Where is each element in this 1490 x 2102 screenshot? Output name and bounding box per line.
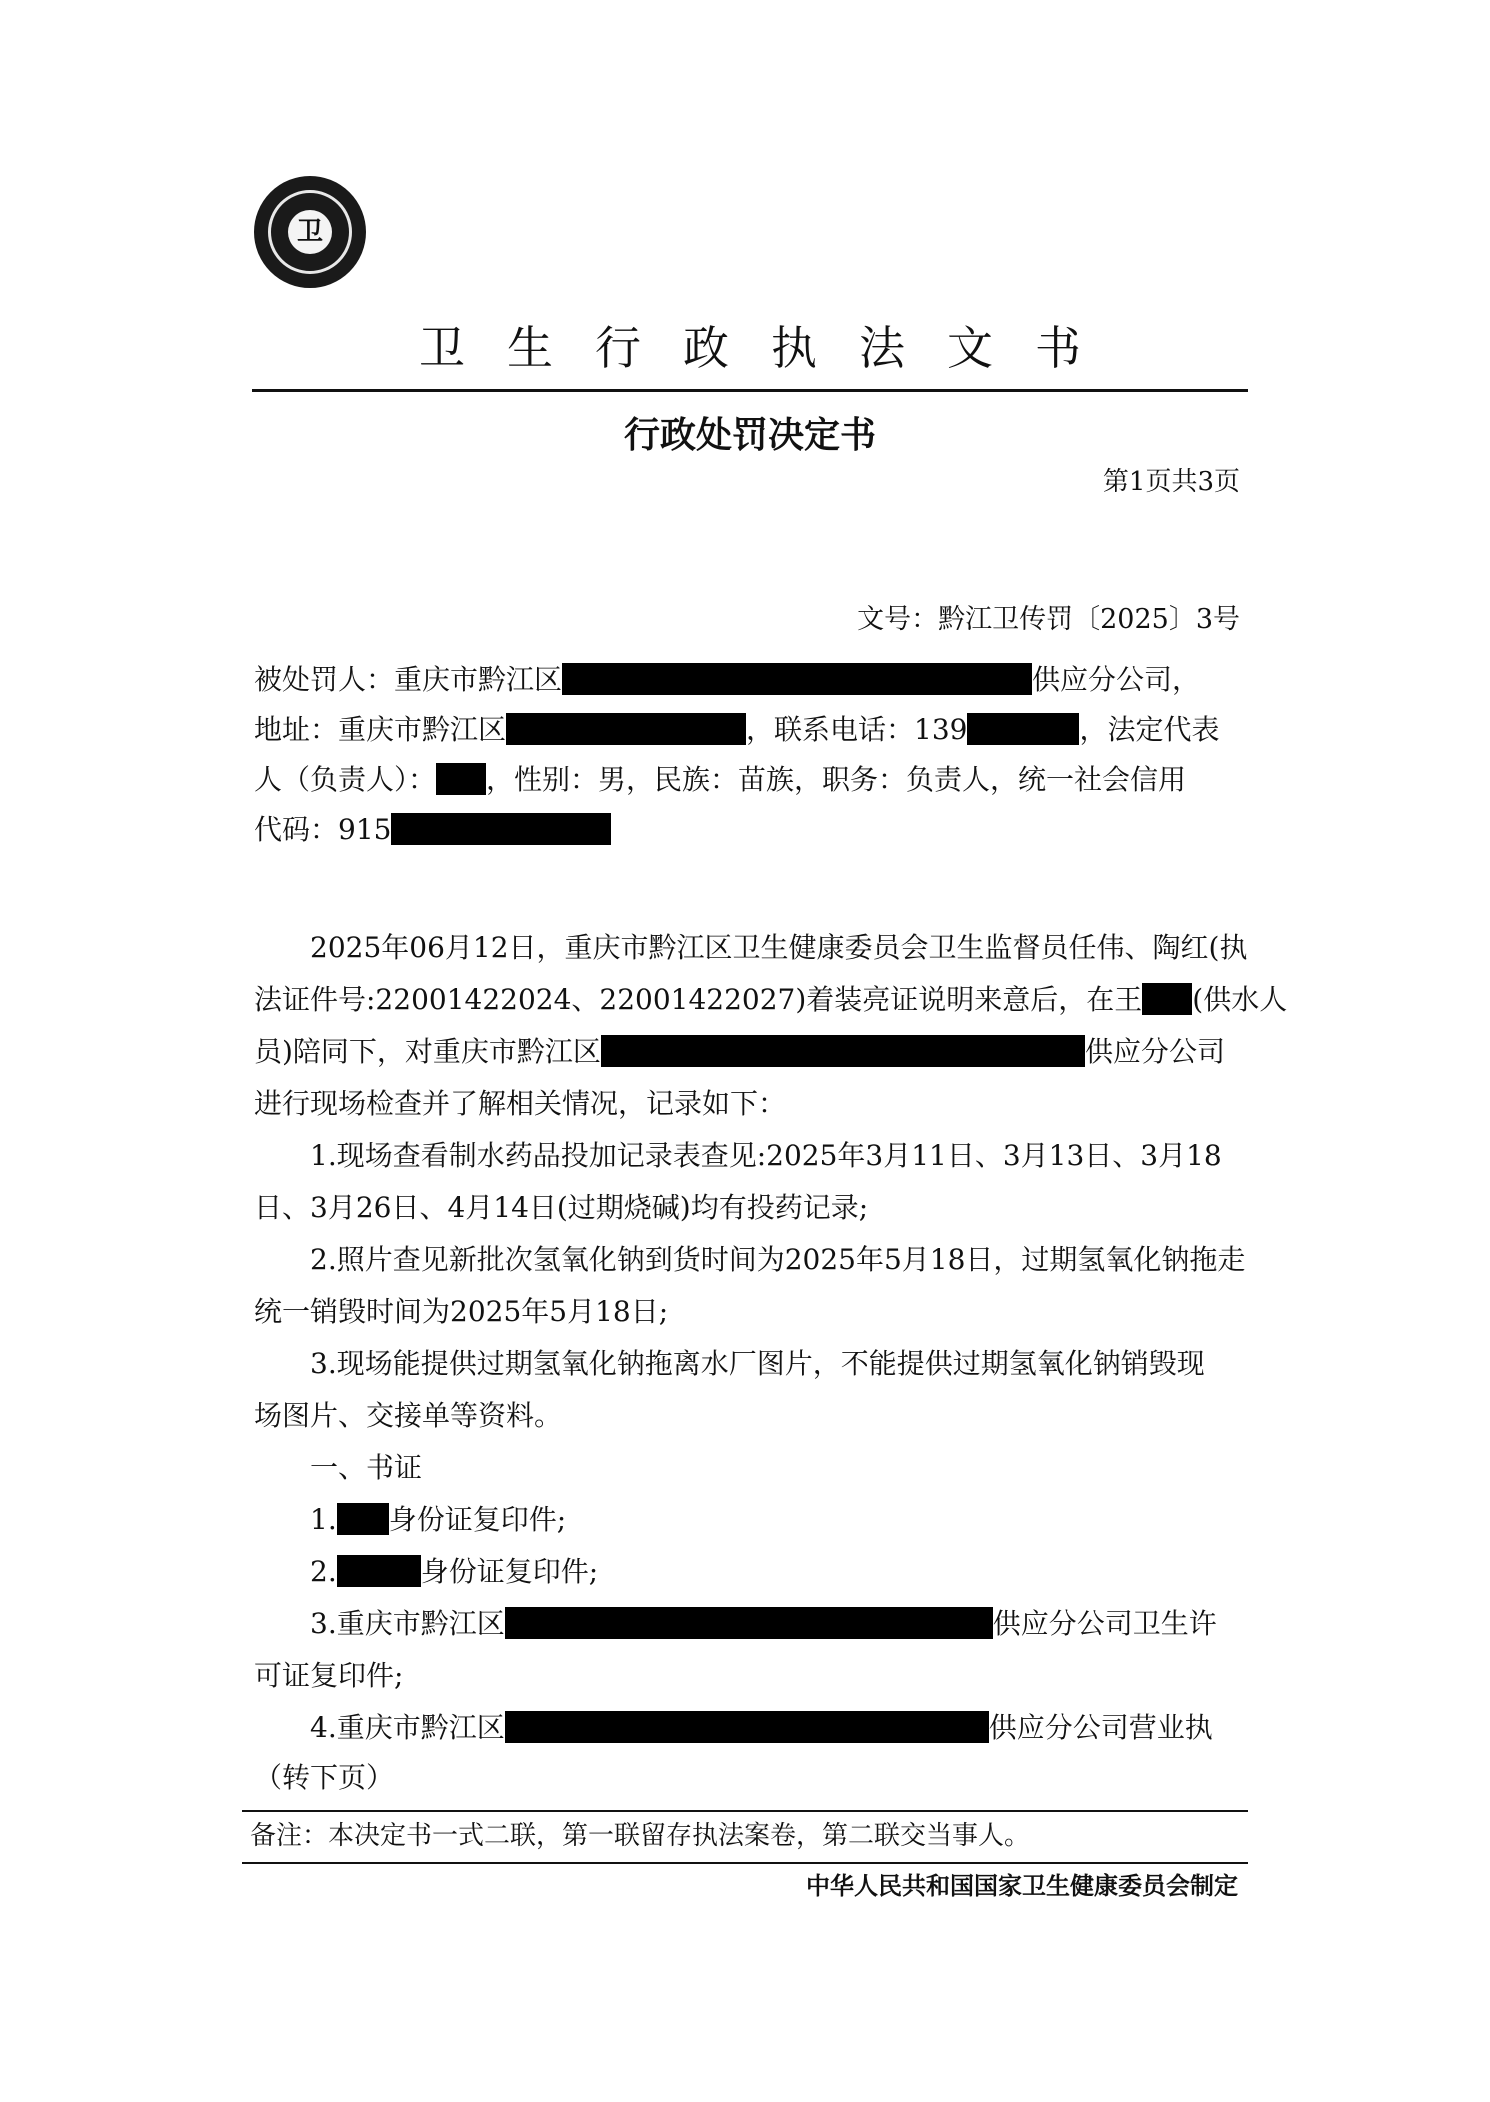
evidence-item-3-cont: 可证复印件; [254, 1659, 404, 1692]
document-category-title: 卫生行政执法文书 [419, 321, 1123, 375]
redaction-bar [967, 713, 1079, 745]
party-line-4 [254, 810, 611, 850]
page-count: 第1页共3页 [1102, 467, 1240, 497]
party-line-2 [254, 710, 1219, 750]
redaction-bar [337, 1503, 389, 1535]
phone-label: ，联系电话：139 [746, 713, 968, 746]
party-line-3 [254, 760, 1186, 800]
paragraph-line [254, 980, 1287, 1020]
credit-code-label: 代码：915 [254, 813, 392, 846]
evidence-item-4 [310, 1708, 1213, 1748]
evidence-text: 4.重庆市黔江区 [310, 1711, 505, 1744]
legal-rep-label: ，法定代表 [1079, 713, 1220, 746]
paragraph-text: 供应分公司 [1084, 1035, 1225, 1068]
evidence-item-2 [310, 1552, 598, 1592]
issuing-authority: 中华人民共和国国家卫生健康委员会制定 [806, 1872, 1238, 1900]
party-name-suffix: 供应分公司， [1032, 663, 1201, 696]
redaction-bar [1142, 983, 1192, 1015]
paragraph-line: 进行现场检查并了解相关情况，记录如下： [254, 1087, 787, 1120]
evidence-text: 3.重庆市黔江区 [310, 1607, 505, 1640]
paragraph-text: (供水人 [1192, 983, 1288, 1016]
official-seal [254, 176, 366, 288]
evidence-item-3 [310, 1604, 1217, 1644]
redaction-bar [436, 763, 486, 795]
redaction-bar [505, 1711, 989, 1743]
redaction-bar [562, 663, 1032, 695]
redaction-bar [337, 1555, 421, 1587]
record-item-2-cont: 统一销毁时间为2025年5月18日; [254, 1295, 669, 1328]
record-item-1-cont: 日、3月26日、4月14日(过期烧碱)均有投药记录; [254, 1191, 869, 1224]
evidence-text: 身份证复印件; [388, 1503, 567, 1536]
record-item-1: 1.现场查看制水药品投加记录表查见:2025年3月11日、3月13日、3月18 [310, 1139, 1222, 1172]
responsible-person-label: 人（负责人）： [254, 763, 437, 796]
paragraph-line: 2025年06月12日，重庆市黔江区卫生健康委员会卫生监督员任伟、陶红(执 [310, 931, 1248, 964]
redaction-bar [505, 1607, 993, 1639]
evidence-text: 供应分公司卫生许 [992, 1607, 1217, 1640]
evidence-number: 1. [310, 1503, 337, 1536]
footnote: 备注：本决定书一式二联，第一联留存执法案卷，第二联交当事人。 [250, 1821, 1031, 1851]
seal-emblem: 卫 [288, 210, 332, 254]
record-item-3: 3.现场能提供过期氢氧化钠拖离水厂图片，不能提供过期氢氧化钠销毁现 [310, 1347, 1205, 1380]
party-line-1 [254, 660, 1200, 700]
continued-marker: （转下页） [254, 1761, 395, 1794]
paragraph-line [254, 1032, 1225, 1072]
party-name-label: 被处罚人：重庆市黔江区 [254, 663, 563, 696]
address-label: 地址：重庆市黔江区 [254, 713, 507, 746]
document-number: 文号：黔江卫传罚〔2025〕3号 [857, 604, 1240, 635]
form-title: 行政处罚决定书 [623, 415, 876, 456]
evidence-text: 供应分公司营业执 [988, 1711, 1213, 1744]
evidence-text: 身份证复印件; [420, 1555, 599, 1588]
record-item-2: 2.照片查见新批次氢氧化钠到货时间为2025年5月18日，过期氢氧化钠拖走 [310, 1243, 1246, 1276]
record-item-3-cont: 场图片、交接单等资料。 [254, 1399, 563, 1432]
evidence-number: 2. [310, 1555, 337, 1588]
personal-details: ，性别：男，民族：苗族，职务：负责人，统一社会信用 [486, 763, 1187, 796]
paragraph-text: 法证件号:22001422024、22001422027)着装亮证说明来意后，在王 [254, 983, 1143, 1016]
header-rule [252, 389, 1248, 392]
redaction-bar [506, 713, 746, 745]
section-heading: 一、书证 [310, 1451, 423, 1484]
paragraph-text: 员)陪同下，对重庆市黔江区 [254, 1035, 601, 1068]
evidence-item-1 [310, 1500, 566, 1540]
redaction-bar [601, 1035, 1085, 1067]
footer-rule [242, 1810, 1248, 1812]
footer-rule-bottom [242, 1862, 1248, 1864]
redaction-bar [391, 813, 611, 845]
